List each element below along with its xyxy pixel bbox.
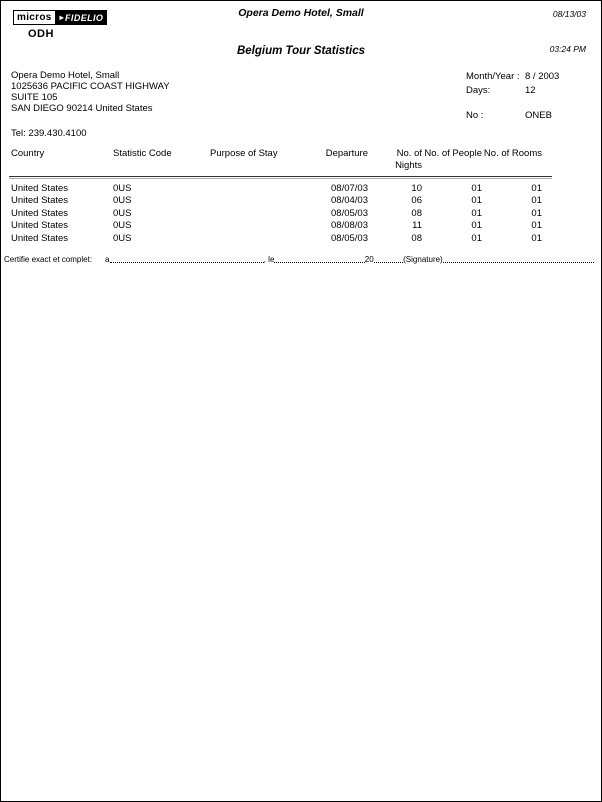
column-header-country: Country [11,148,45,159]
cell-statistic-code: 0US [113,183,132,194]
cell-nights: 08 [411,207,422,219]
meta-month-year-row [466,70,559,84]
cell-purpose-of-stay [210,183,322,195]
logo-micros-text: micros [13,10,56,25]
dotted-leader [374,261,403,263]
cell-departure: 08/04/03 [331,195,368,207]
logo-arrow-icon: ▸ [59,13,65,22]
column-header-purpose-of-stay: Purpose of Stay [210,148,278,159]
certify-year-label: 20 [364,255,374,264]
report-title: Opera Demo Hotel, Small [238,7,364,19]
month-year-label: Month/Year : [466,71,520,82]
cell-people: 01 [471,195,482,207]
cell-rooms: 01 [531,183,542,194]
column-header-statistic-code: Statistic Code [113,148,172,159]
cell-rooms: 01 [531,207,542,219]
cell-country: United States [11,220,69,232]
hotel-address-line1: 1025636 PACIFIC COAST HIGHWAY [11,81,170,92]
report-subtitle: Belgium Tour Statistics [236,45,365,57]
cell-purpose-of-stay [210,208,322,220]
cell-people: 01 [471,183,482,194]
hotel-address-block [11,70,170,139]
cell-statistic-code: 0US [113,232,132,244]
cell-departure: 08/08/03 [331,220,368,232]
table-row [11,195,554,207]
certify-label: Certifie exact et complet: [4,255,93,264]
hotel-address-line3: SAN DIEGO 90214 United States [11,103,153,114]
cell-nights: 08 [411,232,422,244]
cell-departure: 08/05/03 [331,207,368,219]
certify-signature-label: (Signature) [403,255,443,264]
table-row [11,233,554,245]
cell-country: United States [11,183,69,194]
certification-line [4,255,594,265]
cell-nights: 11 [412,220,422,232]
table-header-row [11,148,554,172]
report-meta-block [466,70,559,123]
cell-country: United States [11,232,69,244]
table-row [11,220,554,232]
days-value: 12 [525,84,536,96]
cell-people: 01 [471,232,482,244]
dotted-leader [274,261,364,263]
cell-purpose-of-stay [210,220,322,232]
certify-le-label: , le [263,255,275,264]
cell-rooms: 01 [531,195,542,207]
meta-no-row [466,109,559,123]
meta-days-row [466,84,559,98]
no-value: ONEB [525,110,552,121]
cell-people: 01 [471,220,482,232]
cell-statistic-code: 0US [113,220,132,232]
certify-a-label: a [105,255,110,264]
hotel-address-line2: SUITE 105 [11,92,58,103]
header-divider-line [9,176,552,179]
hotel-name: Opera Demo Hotel, Small [11,70,120,81]
column-header-no-of-rooms: No. of Rooms [483,148,542,159]
month-year-value: 8 / 2003 [525,71,560,82]
cell-statistic-code: 0US [113,207,132,219]
dotted-leader [110,261,264,263]
table-row [11,208,554,220]
cell-nights: 10 [411,183,422,194]
cell-rooms: 01 [531,232,542,244]
cell-rooms: 01 [531,220,542,232]
logo-fidelio-text: FIDELIO [65,12,104,23]
property-code: ODH [28,28,54,40]
cell-country: United States [11,207,69,219]
cell-departure: 08/05/03 [331,232,368,244]
cell-purpose-of-stay [210,233,322,245]
report-date: 08/13/03 [552,9,586,19]
cell-departure: 08/07/03 [331,183,368,194]
table-row [11,183,554,195]
report-time: 03:24 PM [549,44,586,54]
statistics-table [11,148,554,245]
cell-people: 01 [471,207,482,219]
cell-nights: 06 [411,195,422,207]
column-header-no-of-nights: No. of Nights [395,148,422,171]
cell-statistic-code: 0US [113,195,132,207]
column-header-no-of-people: No. of People [424,148,482,159]
column-header-departure: Departure [325,148,368,159]
dotted-leader [443,261,594,263]
cell-purpose-of-stay [210,195,322,207]
cell-country: United States [11,195,69,207]
hotel-phone: Tel: 239.430.4100 [11,128,87,139]
days-label: Days: [466,84,491,96]
no-label: No : [466,110,484,121]
